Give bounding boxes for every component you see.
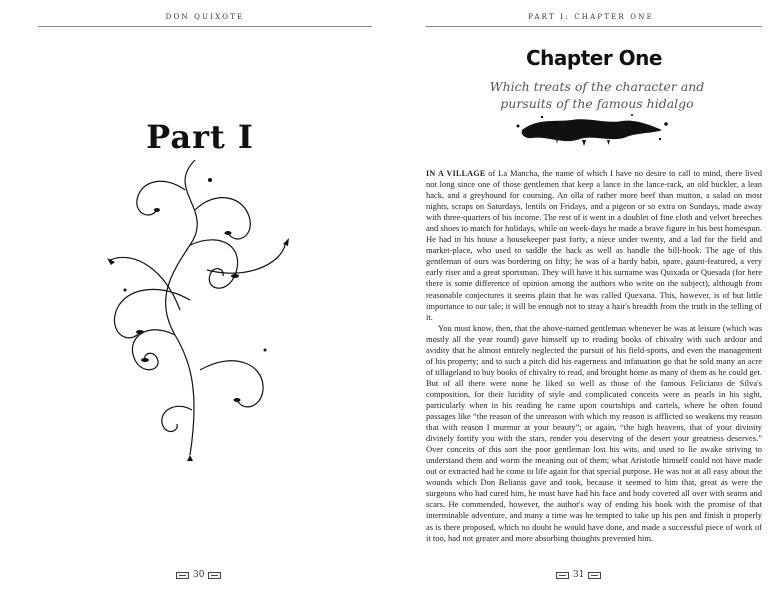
- paragraph-2: You must know, then, that the above-named gentleman whenever he was at leisure (which was mostly all the year round) gave himself up to reading books of chivalry with such ardour and avidity that he almost entirely neglected the pursuit of his field-sports, and even the management of his property; and to such a pitch did his eagerness and infatuation go that he sold many an acre of tillageland to buy books of chivalry to read, and brought home as many of them as he could get. But of all there were none he liked so well as those of the famous Feliciano de Silva's composition, for their lucidity of style and complicated conceits were as pearls in his sight, particularly when in his reading he came upon courtships and cartels, where he often found passages like “the reason of the unreason with which my reason is afflicted so weakens my reason that with reason I murmur at your beauty”; or again, “the high heavens, that of your divinity divinely fortify you with the stars, render you deserving of the desert your greatness deserves.” Over conceits of this sort the poor gentleman lost his wits, and used to lie awake striving to understand them and worm the meaning out of them; what Aristotle himself could not have made out or extracted had he come to life again for that special purpose. He was not at all easy about the wounds which Don Belianis gave and took, because it seemed to him that, great as were the surgeons who had cured him, he must have had his face and body covered all over with seams and scars. He commended, however, the author's way of ending his book with the promise of that interminable adventure, and many a time was he tempted to take up his pen and finish it properly as is there proposed, which no doubt he would have done, and made a successful piece of work of it too, had not greater and more absorbing thoughts prevented him.: [426, 322, 762, 543]
- chapter-title: Chapter One: [526, 46, 662, 70]
- page-number-right: 31: [573, 570, 585, 580]
- page-number-left: 30: [193, 570, 205, 580]
- folio-ornament-icon: [588, 572, 601, 579]
- right-page: [392, 0, 784, 600]
- ink-splash-icon: [512, 112, 672, 146]
- folio-right: [556, 570, 601, 580]
- paragraph-1: [426, 168, 762, 323]
- chapter-body: [426, 168, 762, 544]
- folio-ornament-icon: [208, 572, 221, 579]
- folio-ornament-icon: [556, 572, 569, 579]
- running-head-right: PART I: CHAPTER ONE: [528, 13, 654, 21]
- header-rule-left: [38, 26, 372, 27]
- floral-flourish-icon: [95, 150, 295, 465]
- paragraph-1-text: of La Mancha, the name of which I have no desire to call to mind, there lived not long since one of those gentlemen that keep a lance in the lance-rack, an old buckler, a lean hack, and a greyhound for coursing. An olla of rather more beef than mutton, a salad on most nights, scraps on Saturdays, lentils on Fridays, and a pigeon or so extra on Sundays, made away with three-quarters of his income. The rest of it went in a doublet of fine cloth and velvet breeches and shoes to match for holidays, while on week-days he made a brave figure in his best homespun. He had in his house a housekeeper past forty, a niece under twenty, and a lad for the field and market-place, who used to saddle the hack as well as handle the bill-hook. The age of this gentleman of ours was bordering on fifty; he was of a hardy habit, spare, gaunt-featured, a very early riser and a great sportsman. They will have it his surname was Quixada or Quesada (for here there is some difference of opinion among the authors who write on the subject), although from reasonable conjectures it seems plain that he was called Quexana. This, however, is of but little importance to our tale; it will be enough not to stray a hair's breadth from the truth in the telling of it.: [426, 168, 763, 322]
- folio-left: [176, 570, 221, 580]
- header-rule-right: [426, 26, 762, 27]
- lead-in: IN A VILLAGE: [426, 169, 486, 178]
- part-title: Part I: [146, 118, 254, 156]
- running-head-left: DON QUIXOTE: [165, 13, 245, 21]
- folio-ornament-icon: [176, 572, 189, 579]
- chapter-subtitle: Which treats of the character and pursuits of the famous hidalgo: [489, 79, 705, 111]
